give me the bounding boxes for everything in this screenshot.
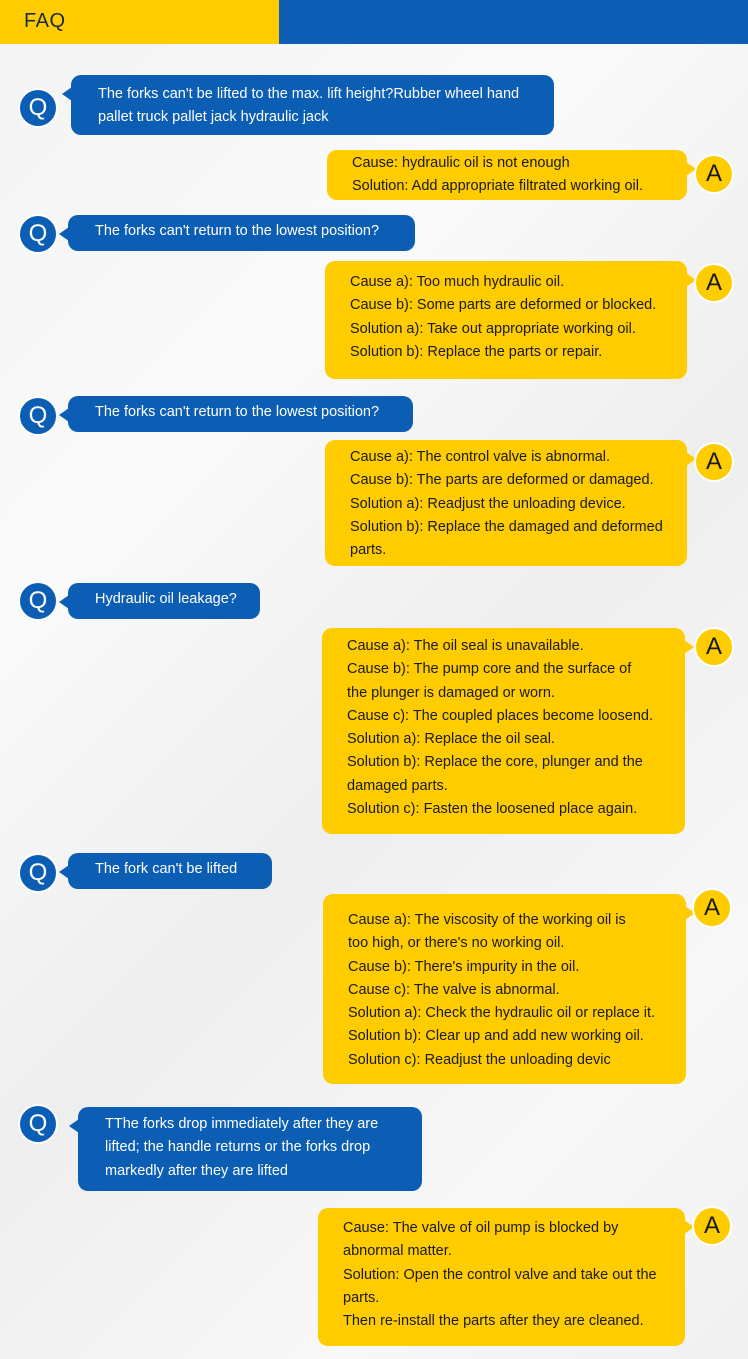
question-bubble: The fork can't be lifted	[68, 853, 272, 889]
header-blue-band	[279, 0, 748, 44]
page-title: FAQ	[24, 10, 66, 32]
answer-bubble: Cause a): The control valve is abnormal. Cause b): The parts are deformed or damaged. Solution a): Readjust the unloading device. Solution b): Replace the damaged and deformed parts.	[325, 440, 687, 566]
answer-badge: A	[694, 627, 734, 667]
answer-badge: A	[694, 263, 734, 303]
question-bubble: The forks can't be lifted to the max. lift height?Rubber wheel hand pallet truck pallet jack hydraulic jack	[71, 75, 554, 135]
question-bubble: The forks can't return to the lowest position?	[68, 396, 413, 432]
answer-badge: A	[694, 442, 734, 482]
question-badge: Q	[18, 581, 58, 621]
question-bubble: The forks can't return to the lowest position?	[68, 215, 415, 251]
answer-bubble: Cause: The valve of oil pump is blocked by abnormal matter. Solution: Open the control valve and take out the parts. Then re-install the parts after they are cleaned.	[318, 1208, 685, 1346]
question-badge: Q	[18, 396, 58, 436]
question-badge: Q	[18, 214, 58, 254]
answer-bubble: Cause a): The oil seal is unavailable. Cause b): The pump core and the surface of the plunger is damaged or worn. Cause c): The coupled places become loosend. Solution a): Replace the oil seal. Solution b): Replace the core, plunger and the damaged parts. Solution c): Fasten the loosened place again.	[322, 628, 685, 834]
answer-bubble: Cause a): Too much hydraulic oil. Cause b): Some parts are deformed or blocked. Solution a): Take out appropriate working oil. Solution b): Replace the parts or repair.	[325, 261, 687, 379]
question-bubble: Hydraulic oil leakage?	[68, 583, 260, 619]
answer-bubble: Cause a): The viscosity of the working oil is too high, or there's no working oil. Cause b): There's impurity in the oil. Cause c): The valve is abnormal. Solution a): Check the hydraulic oil or replace it. Solution b): Clear up and add new working oil. Solution c): Readjust the unloading devic	[323, 894, 686, 1084]
answer-badge: A	[694, 154, 734, 194]
answer-badge: A	[692, 1206, 732, 1246]
question-badge: Q	[18, 88, 58, 128]
question-bubble: TThe forks drop immediately after they are lifted; the handle returns or the forks drop markedly after they are lifted	[78, 1107, 422, 1191]
faq-header	[0, 0, 748, 44]
question-badge: Q	[18, 853, 58, 893]
answer-badge: A	[692, 888, 732, 928]
question-badge: Q	[18, 1104, 58, 1144]
answer-bubble: Cause: hydraulic oil is not enough Solution: Add appropriate filtrated working oil.	[327, 150, 687, 200]
